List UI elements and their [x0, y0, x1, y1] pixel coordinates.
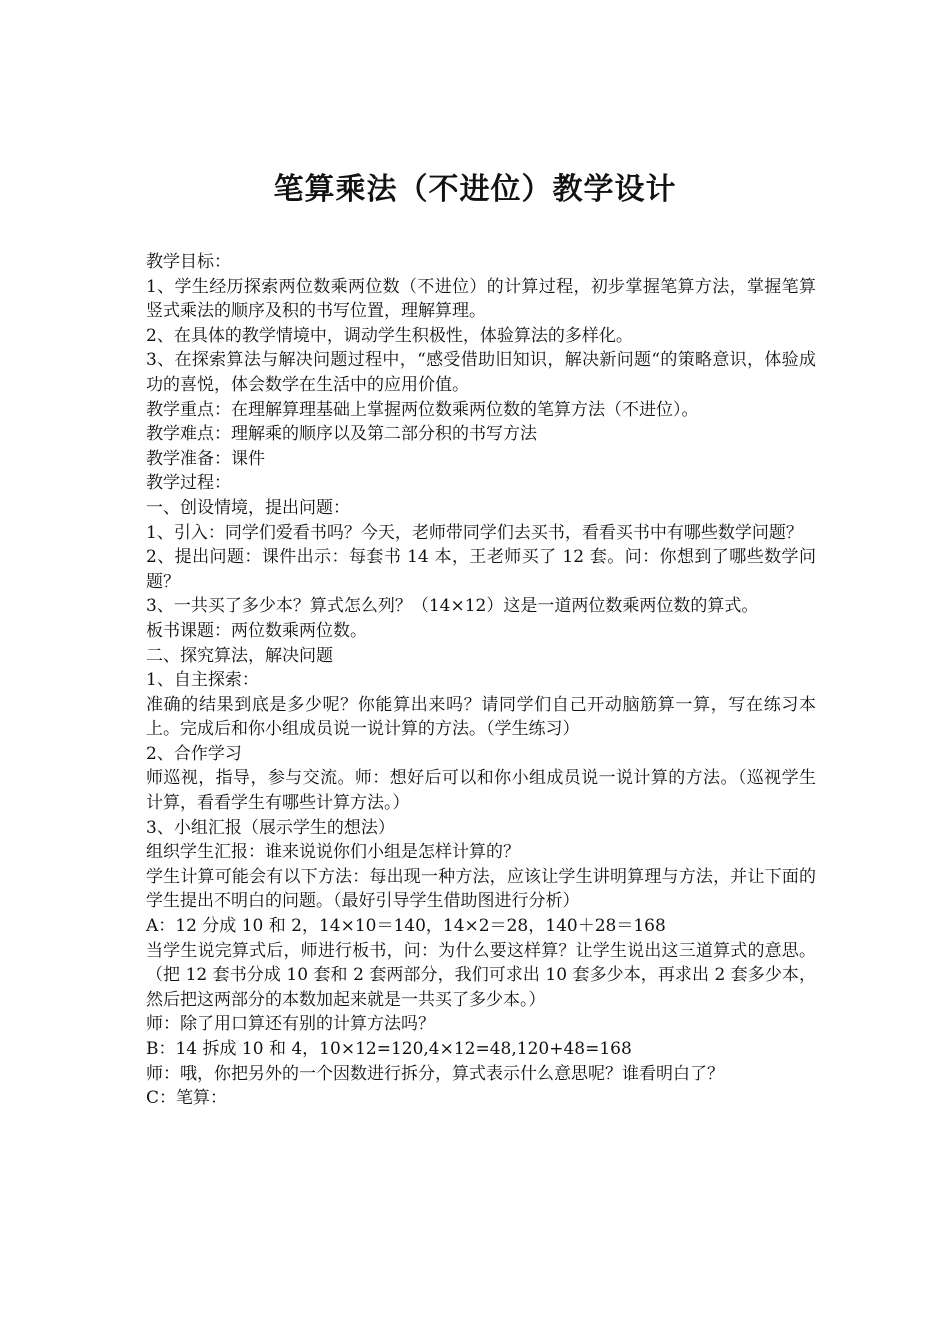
paragraph-section-2-heading: 二、探究算法，解决问题	[146, 645, 333, 666]
paragraph-goal-3: 3、在探索算法与解决问题过程中，“感受借助旧知识，解决新问题“的策略意识，体验成功的喜悦，体会数学在生活中的应用价值。	[146, 350, 816, 395]
paragraph-teaching-goals-heading: 教学目标：	[146, 252, 231, 272]
paragraph-organize-report: 组织学生汇报：谁来说说你们小组是怎样计算的？	[146, 842, 520, 863]
paragraph-group-report: 3、小组汇报（展示学生的想法）	[146, 817, 395, 838]
paragraph-self-explore: 1、自主探索：	[146, 670, 259, 691]
document-body	[146, 250, 816, 1111]
document-title: 笔算乘法（不进位）教学设计	[273, 172, 677, 207]
paragraph-difficulty: 教学难点：理解乘的顺序以及第二部分积的书写方法	[146, 424, 537, 445]
paragraph-goal-2: 2、在具体的教学情境中，调动学生积极性，体验算法的多样化。	[146, 325, 633, 346]
paragraph-process-heading: 教学过程：	[146, 473, 231, 494]
paragraph-possible-methods: 学生计算可能会有以下方法：每出现一种方法，应该让学生讲明算理与方法，并让下面的学生提出不明白的问题。（最好引导学生借助图进行分析）	[146, 866, 816, 912]
paragraph-method-b-explain: 师：哦，你把另外的一个因数进行拆分，算式表示什么意思呢？谁看明白了？	[146, 1063, 724, 1084]
paragraph-cooperative-learning: 2、合作学习	[146, 743, 242, 764]
paragraph-total-books: 3、一共买了多少本？算式怎么列？（14×12）这是一道两位数乘两位数的算式。	[146, 596, 759, 617]
paragraph-exact-result: 准确的结果到底是多少呢？你能算出来吗？请同学们自己开动脑筋算一算，写在练习本上。完成后和你小组成员说一说计算的方法。（学生练习）	[146, 694, 816, 740]
paragraph-key-point: 教学重点：在理解算理基础上掌握两位数乘两位数的笔算方法（不进位）。	[146, 399, 699, 420]
paragraph-intro: 1、引入：同学们爱看书吗？今天，老师带同学们去买书，看看买书中有哪些数学问题？	[146, 522, 803, 543]
paragraph-method-c: C：笔算：	[146, 1088, 228, 1109]
paragraph-other-methods: 师：除了用口算还有别的计算方法吗？	[146, 1014, 435, 1035]
paragraph-goal-1: 1、学生经历探索两位数乘两位数（不进位）的计算过程，初步掌握笔算方法，掌握笔算竖式乘法的顺序及积的书写位置，理解算理。	[146, 276, 816, 322]
paragraph-method-a-explain: 当学生说完算式后，师进行板书，问：为什么要这样算？让学生说出这三道算式的意思。（把 12 套书分成 10 套和 2 套两部分，我们可求出 10 套多少本，再求出 2 套多少本，然后把这两部分的本数加起来就是一共买了多少本。）	[146, 940, 816, 1010]
paragraph-section-1-heading: 一、创设情境，提出问题：	[146, 497, 350, 518]
paragraph-board-topic: 板书课题：两位数乘两位数。	[146, 620, 367, 641]
paragraph-pose-question: 2、提出问题：课件出示：每套书 14 本，王老师买了 12 套。问：你想到了哪些数学问题？	[146, 547, 816, 592]
paragraph-method-b: B：14 拆成 10 和 4，10×12=120,4×12=48,120+48=168	[146, 1039, 632, 1059]
paragraph-method-a: A：12 分成 10 和 2，14×10＝140，14×2＝28，140＋28＝168	[146, 916, 666, 937]
paragraph-preparation: 教学准备：课件	[146, 448, 265, 469]
paragraph-teacher-patrol: 师巡视，指导，参与交流。师：想好后可以和你小组成员说一说计算的方法。（巡视学生计算，看看学生有哪些计算方法。）	[146, 768, 816, 814]
